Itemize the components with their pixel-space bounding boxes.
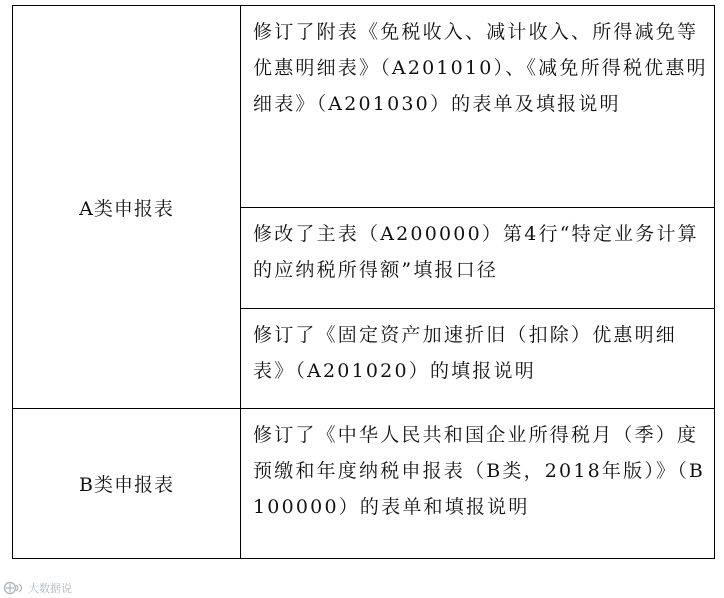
watermark-text: 大数据说 <box>28 582 72 595</box>
table-row <box>13 409 715 559</box>
watermark-logo-icon <box>3 581 25 595</box>
revision-item: 修订了《中华人民共和国企业所得税月（季）度预缴和年度纳税申报表（B类，2018年版）》（B100000）的表单和填报说明 <box>241 409 715 559</box>
category-cell-a: A类申报表 <box>13 6 241 409</box>
revision-item: 修订了《固定资产加速折旧（扣除）优惠明细表》（A201020）的填报说明 <box>241 309 715 409</box>
tax-form-revision-table <box>12 5 715 559</box>
table-row <box>13 6 715 208</box>
watermark <box>3 580 72 596</box>
category-cell-b: B类申报表 <box>13 409 241 559</box>
revision-item: 修改了主表（A200000）第4行“特定业务计算的应纳税所得额”填报口径 <box>241 208 715 309</box>
revision-item: 修订了附表《免税收入、减计收入、所得减免等优惠明细表》（A201010）、《减免所得税优惠明细表》（A201030）的表单及填报说明 <box>241 6 715 208</box>
